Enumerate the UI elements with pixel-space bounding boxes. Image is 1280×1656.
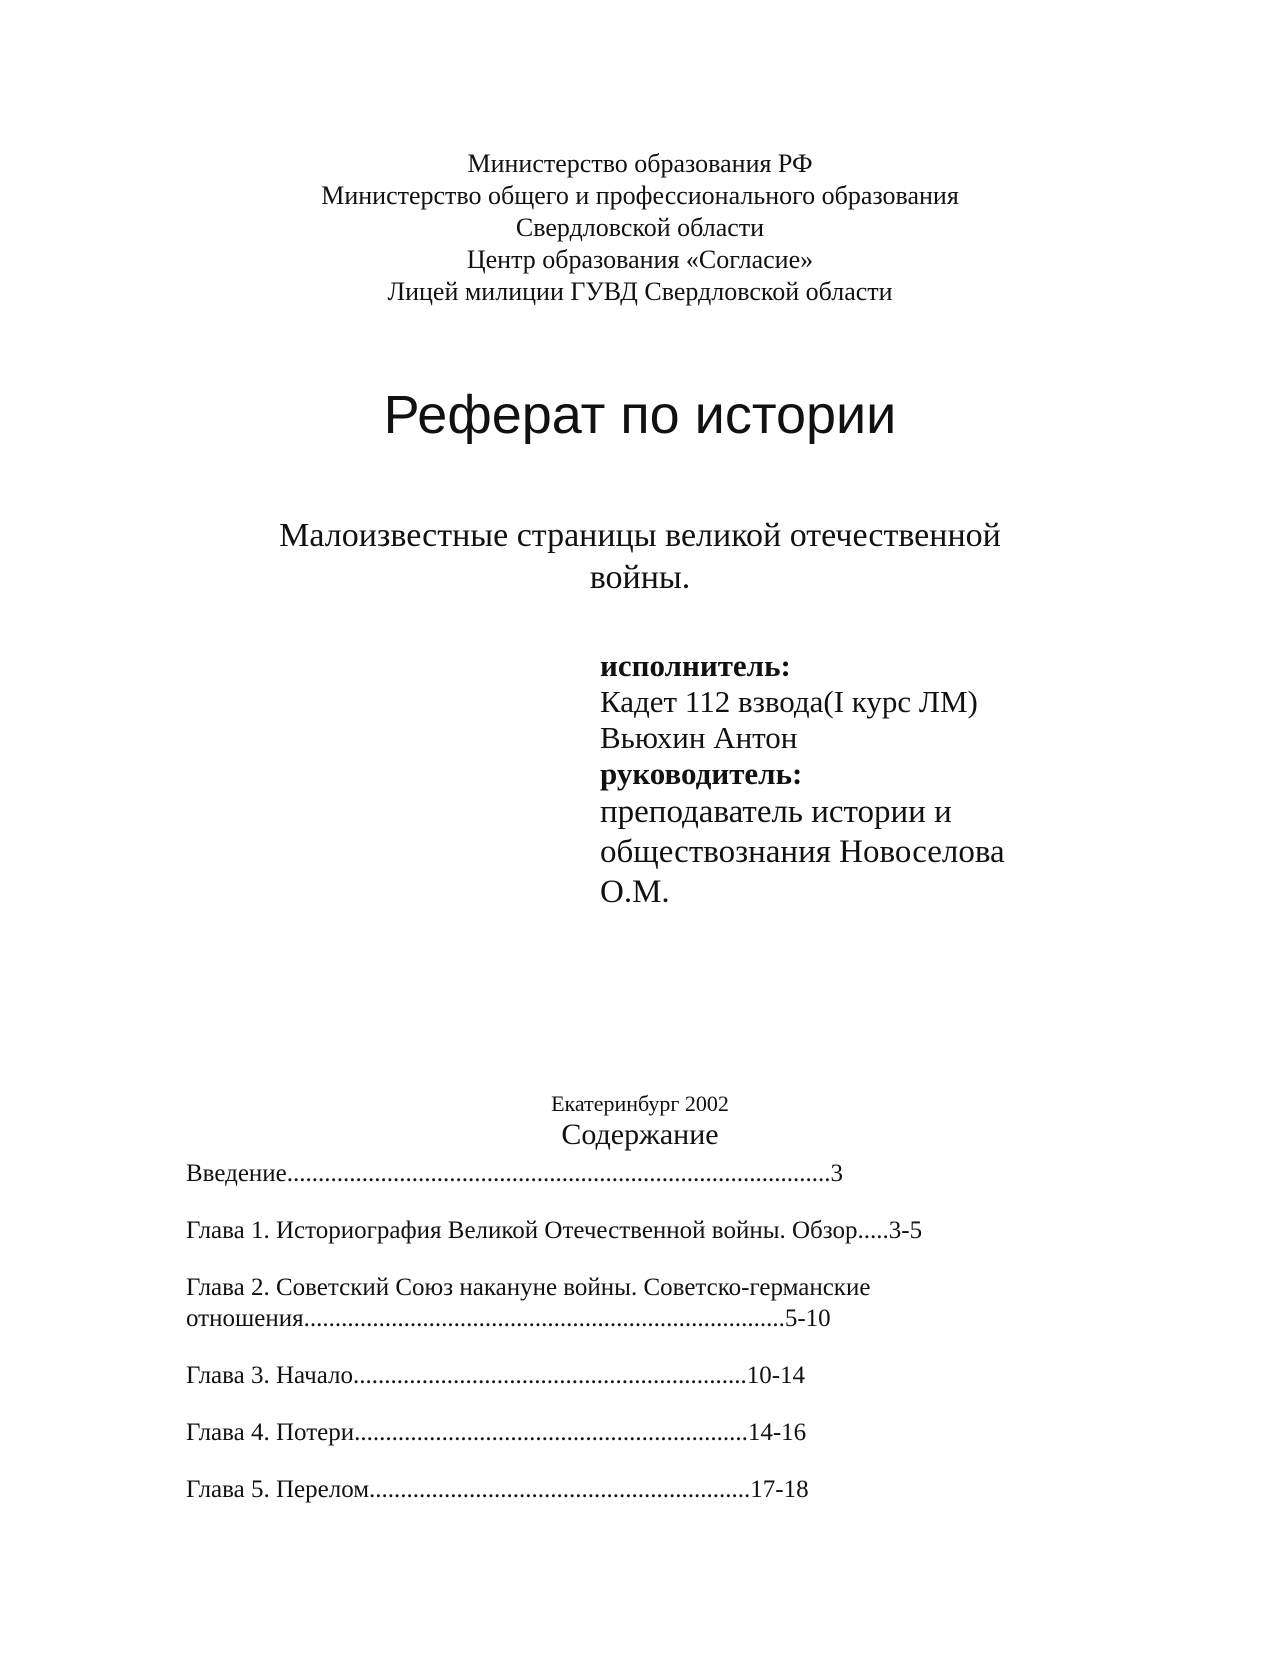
header-line: Лицей милиции ГУВД Свердловской области [387, 277, 893, 306]
city-year: Екатеринбург 2002 [551, 1091, 729, 1116]
toc-item: Введение.......................................................................................3 [186, 1160, 844, 1187]
subtitle-line: Малоизвестные страницы великой отечественной [279, 517, 1001, 554]
executor-label: исполнитель: [600, 648, 791, 683]
executor-line: Кадет 112 взвода(I курс ЛМ) [600, 684, 978, 719]
supervisor-label: руководитель: [600, 756, 803, 791]
table-of-contents [186, 1158, 1086, 1531]
toc-item: Глава 1. Историография Великой Отечественной войны. Обзор.....3-5 [186, 1217, 923, 1244]
supervisor-line: О.М. [600, 874, 670, 910]
header-line: Центр образования «Согласие» [466, 245, 814, 274]
header-line: Свердловской области [515, 213, 765, 242]
toc-item: Глава 3. Начало...............................................................10-14 [186, 1362, 806, 1389]
toc-item-line: Глава 2. Советский Союз накануне войны. Советско-германские [186, 1274, 871, 1301]
document-subtitle [0, 515, 1280, 599]
supervisor-line: обществознания Новоселова [600, 834, 1005, 870]
toc-item [186, 1272, 1086, 1334]
document-title: Реферат по истории [383, 385, 897, 445]
toc-item-line: отношения.............................................................................5-10 [186, 1305, 831, 1332]
authors-block [600, 648, 1240, 912]
toc-title: Содержание [561, 1118, 719, 1151]
supervisor-line: преподаватель истории и [600, 794, 952, 830]
toc-item: Глава 5. Перелом.............................................................17-18 [186, 1476, 809, 1503]
institution-header [0, 148, 1280, 308]
header-line: Министерство образования РФ [467, 149, 813, 178]
executor-line: Вьюхин Антон [600, 720, 798, 755]
subtitle-line: войны. [589, 559, 691, 596]
toc-item: Глава 4. Потери...............................................................14-16 [186, 1419, 807, 1446]
header-line: Министерство общего и профессионального образования [321, 181, 959, 210]
